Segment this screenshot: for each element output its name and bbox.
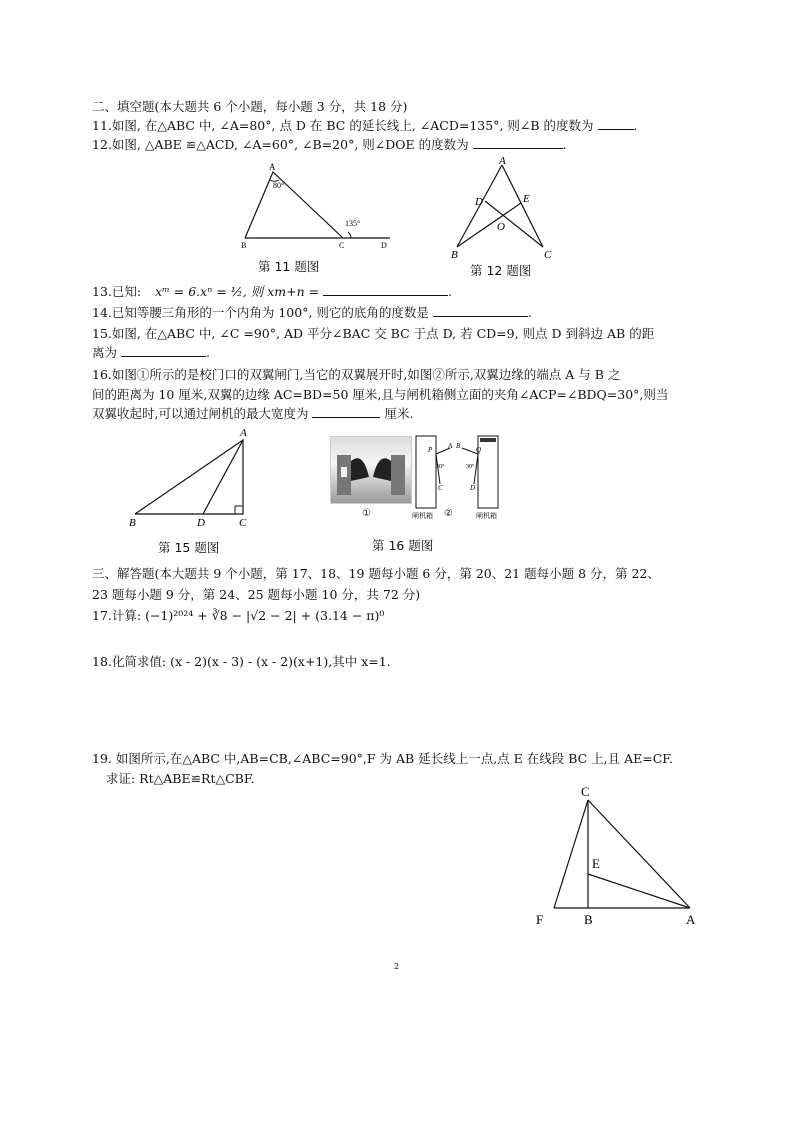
q14-text: 14.已知等腰三角形的一个内角为 100°, 则它的底角的度数是 (92, 305, 429, 320)
q16-unit: 厘米. (384, 406, 414, 421)
section2-heading: 二、填空题(本大题共 6 个小题，每小题 3 分，共 18 分) (92, 99, 408, 114)
fig11-angle-a: 80° (273, 181, 285, 190)
figure-12 (445, 155, 560, 260)
fig11-caption: 第 11 题图 (258, 259, 320, 274)
question-12: 12.如图, △ABE ≌△ACD, ∠A=60°, ∠B=20°, 则∠DOE 的度数为 . (92, 137, 567, 152)
question-15-line2: 离为 . (92, 345, 210, 360)
figure-16-diagram (410, 432, 520, 522)
fig16-label-p: P (428, 446, 433, 454)
gate-photo (330, 436, 412, 504)
question-11: 11.如图, 在△ABC 中, ∠A=80°, 点 D 在 BC 的延长线上, ∠ACD=135°, 则∠B 的度数为 . (92, 118, 638, 133)
fig16-label-one: ① (362, 508, 371, 519)
fig15-label-a: A (240, 427, 247, 439)
fig19-label-e: E (592, 856, 600, 871)
q13-text: 13.已知: (92, 284, 142, 299)
fig12-caption: 第 12 题图 (470, 263, 532, 278)
question-14: 14.已知等腰三角形的一个内角为 100°, 则它的底角的度数是 . (92, 305, 532, 320)
fig16-label-q: Q (476, 446, 482, 454)
fig16-label-b: B (456, 442, 461, 450)
question-19-line2: 求证: Rt△ABE≌Rt△CBF. (106, 771, 255, 786)
figure-11 (235, 160, 400, 250)
question-16-line1: 16.如图①所示的是校门口的双翼闸门,当它的双翼展开时,如图②所示,双翼边缘的端点 A 与 B 之 (92, 367, 621, 382)
q15-answer-blank[interactable] (121, 344, 206, 357)
q14-answer-blank[interactable] (433, 304, 528, 317)
question-18: 18.化简求值: (x - 2)(x - 3) - (x - 2)(x+1),其中 x=1. (92, 654, 391, 669)
fig12-label-b: B (451, 249, 458, 260)
fig16-label-c: C (438, 484, 443, 492)
fig16-box-left: 闸机箱 (412, 512, 433, 520)
fig11-label-a: A (269, 162, 276, 172)
q15-text-b: 离为 (92, 345, 118, 360)
q16-answer-blank[interactable] (312, 405, 380, 418)
page-number: 2 (394, 962, 400, 971)
q12-answer-blank[interactable] (473, 136, 563, 149)
fig12-label-e: E (523, 193, 530, 205)
fig15-label-d: D (197, 517, 205, 529)
fig15-caption: 第 15 题图 (158, 540, 220, 555)
fig19-label-f: F (536, 912, 544, 927)
fig19-label-b: B (584, 912, 593, 927)
fig11-label-c: C (339, 241, 345, 250)
fig12-label-o: O (497, 221, 505, 233)
fig11-label-d: D (381, 241, 387, 250)
q13-formula: xᵐ = 6.xⁿ = ½, 则 xm+n = (155, 284, 320, 299)
question-15-line1: 15.如图, 在△ABC 中, ∠C =90°, AD 平分∠BAC 交 BC 于点 D, 若 CD=9, 则点 D 到斜边 AB 的距 (92, 326, 655, 341)
fig16-label-a: A (448, 442, 453, 450)
fig16-label-two: ② (444, 508, 453, 519)
fig12-label-d: D (475, 196, 483, 208)
fig15-label-b: B (129, 517, 136, 529)
fig16-angle-left: 30° (436, 464, 445, 470)
figure-19 (530, 782, 705, 932)
q11-text: 11.如图, 在△ABC 中, ∠A=80°, 点 D 在 BC 的延长线上, ∠ACD=135°, 则∠B 的度数为 (92, 118, 594, 133)
question-19-line1: 19. 如图所示,在△ABC 中,AB=CB,∠ABC=90°,F 为 AB 延长线上一点,点 E 在线段 BC 上,且 AE=CF. (92, 751, 674, 766)
fig19-label-c: C (581, 784, 590, 799)
section3-heading-line2: 23 题每小题 9 分，第 24、25 题每小题 10 分，共 72 分) (92, 587, 421, 602)
fig19-label-a: A (686, 912, 696, 927)
section3-heading-line1: 三、解答题(本大题共 9 个小题，第 17、18、19 题每小题 6 分，第 20、21 题每小题 8 分，第 22、 (92, 566, 660, 581)
fig16-caption: 第 16 题图 (372, 538, 434, 553)
question-17: 17.计算: (−1)²⁰²⁴ + ∛8 − |√2 − 2| + (3.14 − π)⁰ (92, 608, 385, 623)
question-16-line2: 间的距离为 10 厘米,双翼的边缘 AC=BD=50 厘米,且与闸机箱侧立面的夹角∠ACP=∠BDQ=30°,则当 (92, 387, 669, 402)
fig15-label-c: C (239, 517, 247, 529)
q12-text: 12.如图, △ABE ≌△ACD, ∠A=60°, ∠B=20°, 则∠DOE 的度数为 (92, 137, 469, 152)
q13-answer-blank[interactable] (323, 283, 448, 296)
fig16-angle-right: 30° (466, 464, 475, 470)
fig11-label-b: B (241, 241, 247, 250)
fig16-box-right: 闸机箱 (476, 512, 497, 520)
figure-15 (125, 422, 260, 532)
question-16-line3 (92, 405, 413, 423)
fig16-label-d: D (470, 484, 476, 492)
fig11-angle-c: 135° (345, 219, 361, 228)
question-13: 13.已知: xᵐ = 6.xⁿ = ½, 则 xm+n = . (92, 284, 453, 299)
q11-answer-blank[interactable] (598, 117, 634, 130)
fig12-label-a: A (499, 155, 506, 167)
fig12-label-c: C (544, 249, 552, 260)
q16-text-c: 双翼收起时,可以通过闸机的最大宽度为 (92, 406, 309, 421)
